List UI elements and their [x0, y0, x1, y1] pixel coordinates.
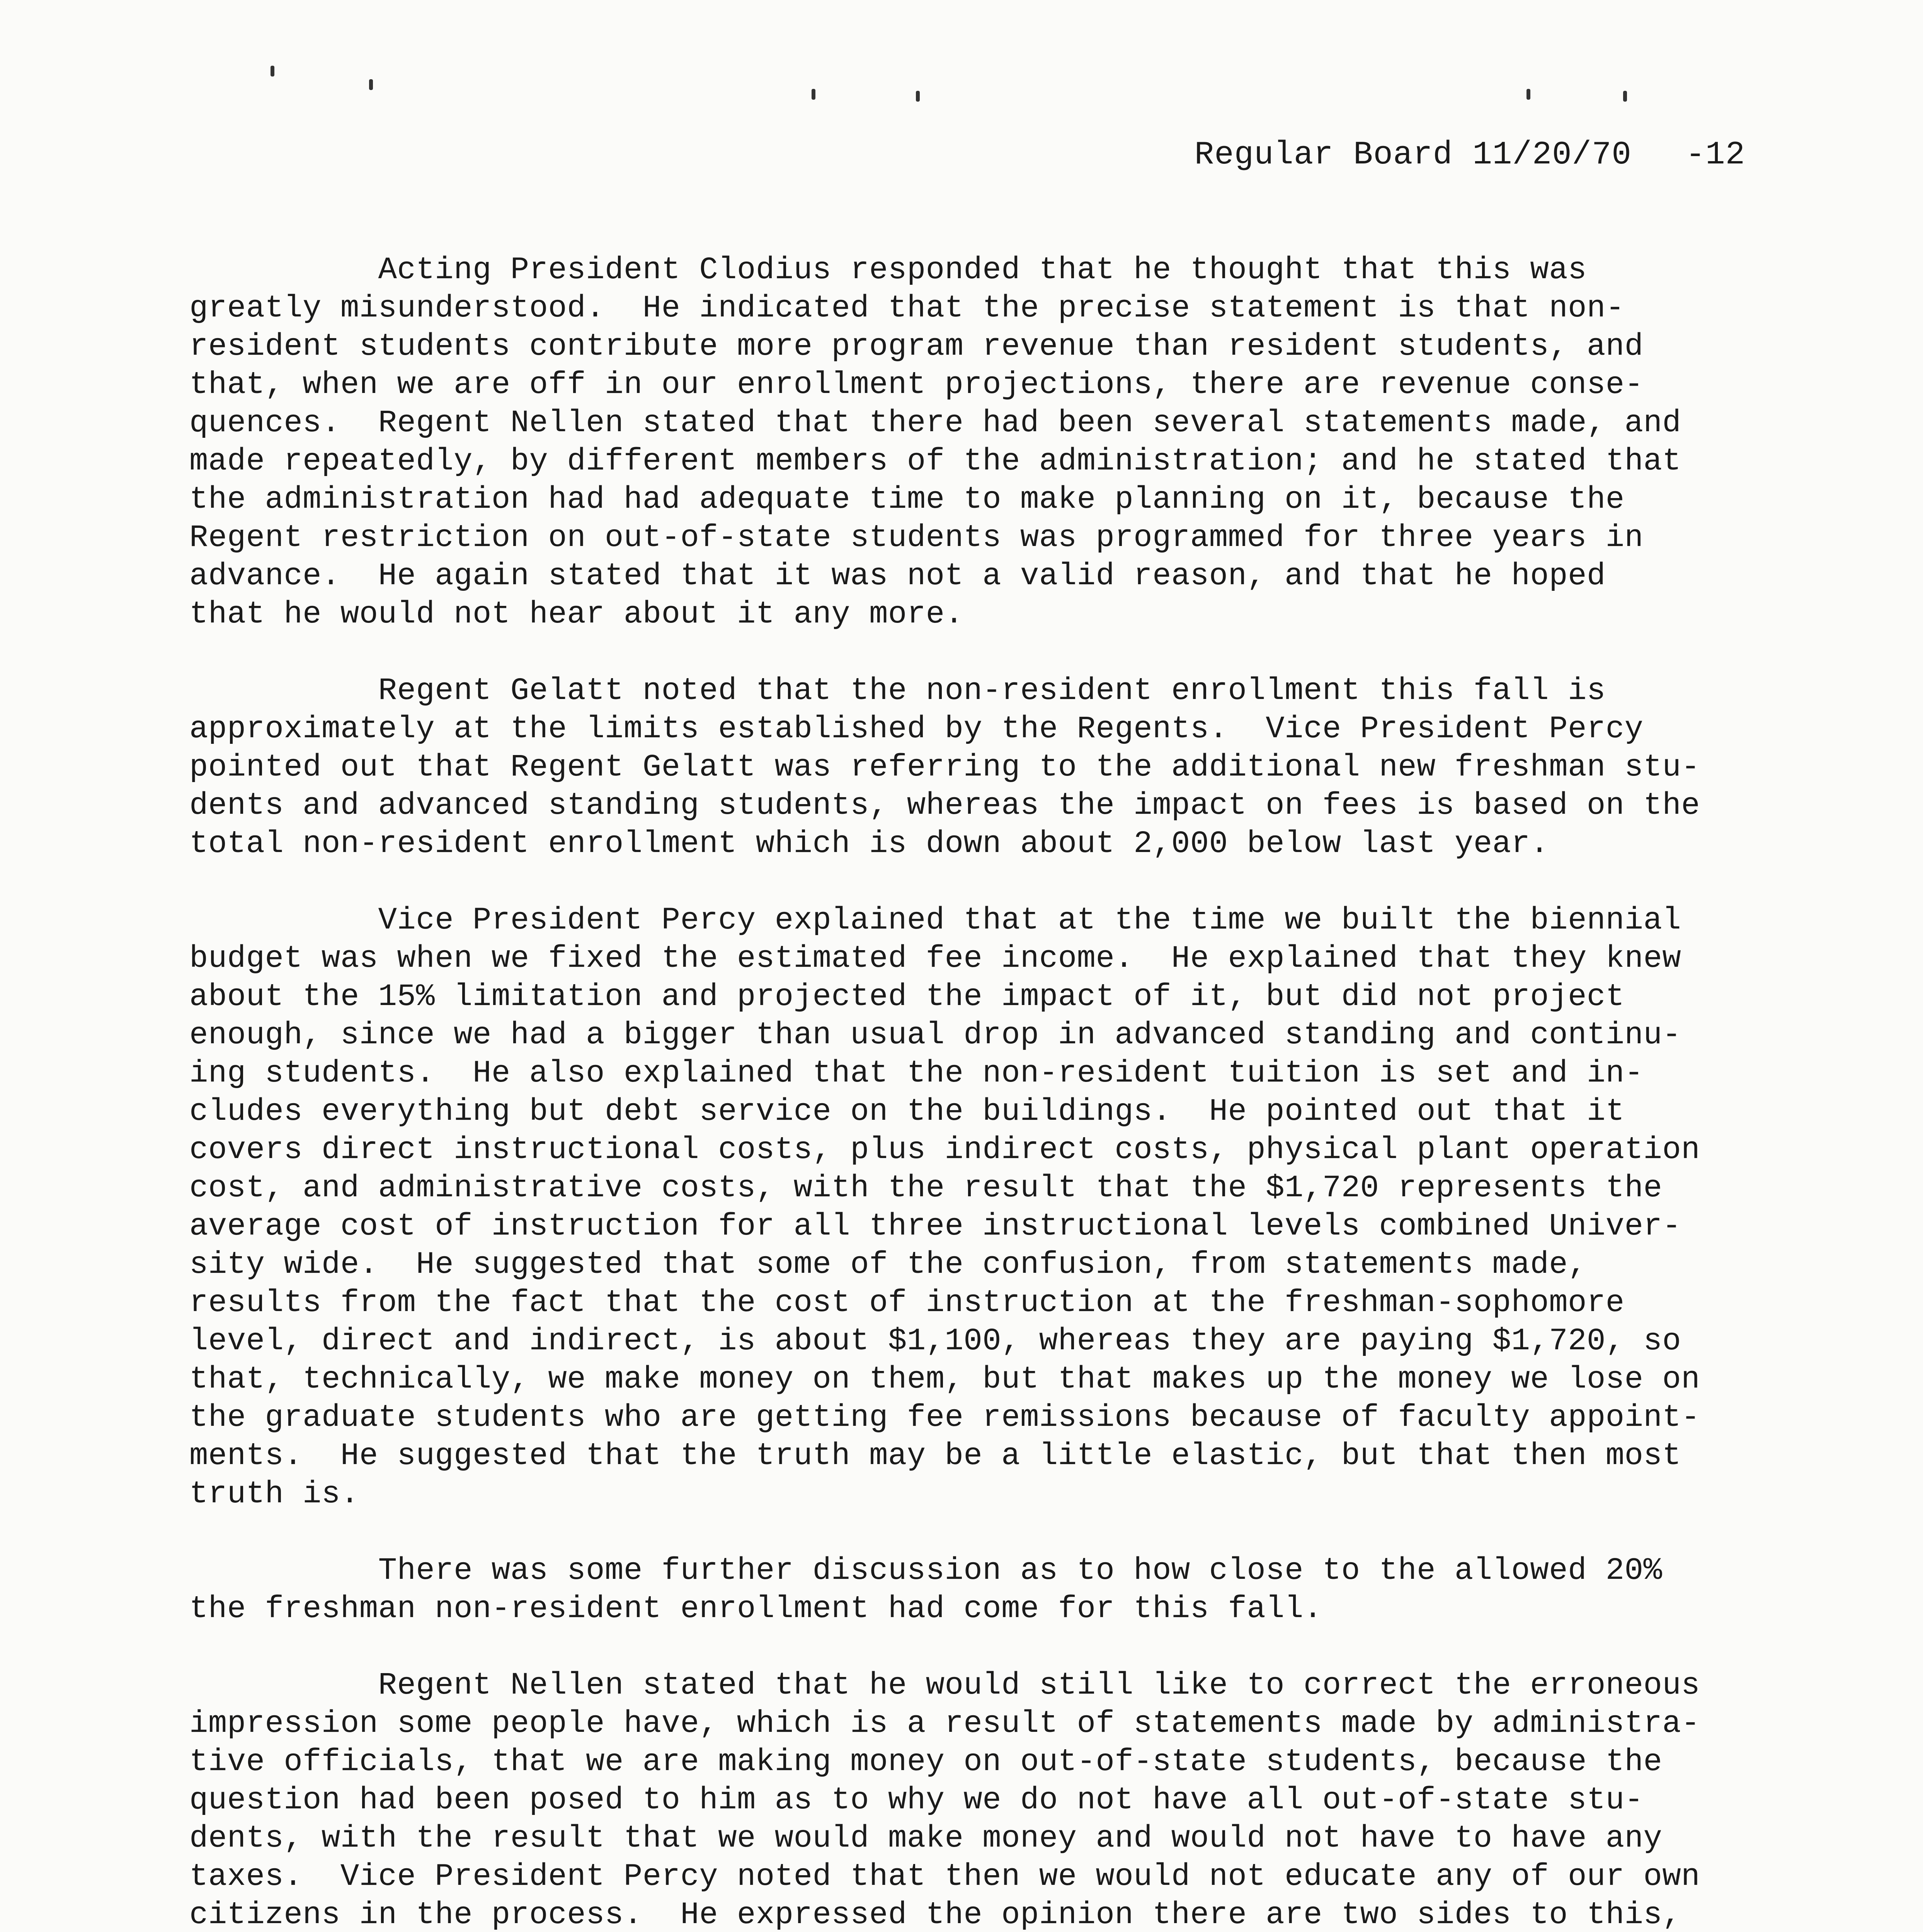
text-line: advance. He again stated that it was not a valid reason, and that he hoped: [189, 559, 1606, 594]
text-line: enough, since we had a bigger than usual drop in advanced standing and continu-: [189, 1018, 1681, 1053]
text-line: cost, and administrative costs, with the result that the $1,720 represents the: [189, 1171, 1663, 1206]
text-line: pointed out that Regent Gelatt was referring to the additional new freshman stu-: [189, 750, 1700, 785]
paragraph: [189, 1667, 1720, 1932]
paragraph: [189, 251, 1720, 634]
paragraph: [189, 672, 1720, 863]
page-header: [1195, 139, 1745, 172]
text-line: approximately at the limits established by the Regents. Vice President Percy: [189, 712, 1644, 747]
text-line: cludes everything but debt service on the buildings. He pointed out that it: [189, 1094, 1625, 1129]
text-line: question had been posed to him as to why we do not have all out-of-state stu-: [189, 1783, 1644, 1818]
text-line: budget was when we fixed the estimated fee income. He explained that they knew: [189, 941, 1681, 976]
text-line: the freshman non-resident enrollment had come for this fall.: [189, 1592, 1322, 1627]
text-line: truth is.: [189, 1477, 359, 1512]
scan-speck: [369, 79, 373, 90]
board-meeting-label: Regular Board 11/20/70: [1194, 137, 1632, 173]
text-line: covers direct instructional costs, plus indirect costs, physical plant operation: [189, 1133, 1700, 1168]
text-line: There was some further discussion as to how close to the allowed 20%: [189, 1553, 1663, 1588]
scan-speck: [916, 91, 920, 102]
text-line: dents and advanced standing students, whereas the impact on fees is based on the: [189, 788, 1700, 823]
text-line: taxes. Vice President Percy noted that then we would not educate any of our own: [189, 1859, 1700, 1895]
text-line: made repeatedly, by different members of the administration; and he stated that: [189, 444, 1681, 479]
text-line: Regent Nellen stated that he would still like to correct the erroneous: [189, 1668, 1700, 1703]
paragraph: [189, 1552, 1720, 1628]
text-line: that he would not hear about it any more.: [189, 597, 964, 632]
text-line: Regent Gelatt noted that the non-resident enrollment this fall is: [189, 673, 1606, 709]
scan-speck: [271, 66, 274, 77]
page-number: -12: [1685, 137, 1745, 173]
text-line: the administration had had adequate time to make planning on it, because the: [189, 482, 1625, 517]
text-line: dents, with the result that we would make money and would not have to have any: [189, 1821, 1663, 1856]
text-line: resident students contribute more program revenue than resident students, and: [189, 329, 1644, 364]
text-line: greatly misunderstood. He indicated that the precise statement is that non-: [189, 291, 1625, 326]
text-line: Regent restriction on out-of-state students was programmed for three years in: [189, 520, 1644, 556]
minutes-body: [189, 251, 1720, 1932]
scan-specks: [0, 62, 1923, 108]
text-line: ing students. He also explained that the non-resident tuition is set and in-: [189, 1056, 1644, 1091]
text-line: the graduate students who are getting fee remissions because of faculty appoint-: [189, 1400, 1700, 1435]
text-line: citizens in the process. He expressed the opinion there are two sides to this,: [189, 1898, 1681, 1932]
text-line: average cost of instruction for all three instructional levels combined Univer-: [189, 1209, 1681, 1244]
text-line: level, direct and indirect, is about $1,100, whereas they are paying $1,720, so: [189, 1324, 1681, 1359]
paragraph: [189, 901, 1720, 1514]
text-line: results from the fact that the cost of instruction at the freshman-sophomore: [189, 1286, 1625, 1321]
text-line: sity wide. He suggested that some of the confusion, from statements made,: [189, 1247, 1587, 1282]
text-line: Vice President Percy explained that at the time we built the biennial: [189, 903, 1681, 938]
text-line: tive officials, that we are making money on out-of-state students, because the: [189, 1745, 1663, 1780]
text-line: Acting President Clodius responded that he thought that this was: [189, 253, 1587, 288]
text-line: ments. He suggested that the truth may be a little elastic, but that then most: [189, 1439, 1681, 1474]
text-line: that, technically, we make money on them, but that makes up the money we lose on: [189, 1362, 1700, 1397]
text-line: about the 15% limitation and projected the impact of it, but did not project: [189, 980, 1625, 1015]
scan-speck: [1623, 91, 1627, 102]
text-line: quences. Regent Nellen stated that there had been several statements made, and: [189, 406, 1681, 441]
scan-speck: [1526, 89, 1530, 100]
text-line: impression some people have, which is a result of statements made by administra-: [189, 1706, 1700, 1742]
scan-speck: [812, 89, 815, 100]
text-line: total non-resident enrollment which is down about 2,000 below last year.: [189, 827, 1549, 862]
text-line: that, when we are off in our enrollment projections, there are revenue conse-: [189, 367, 1644, 403]
